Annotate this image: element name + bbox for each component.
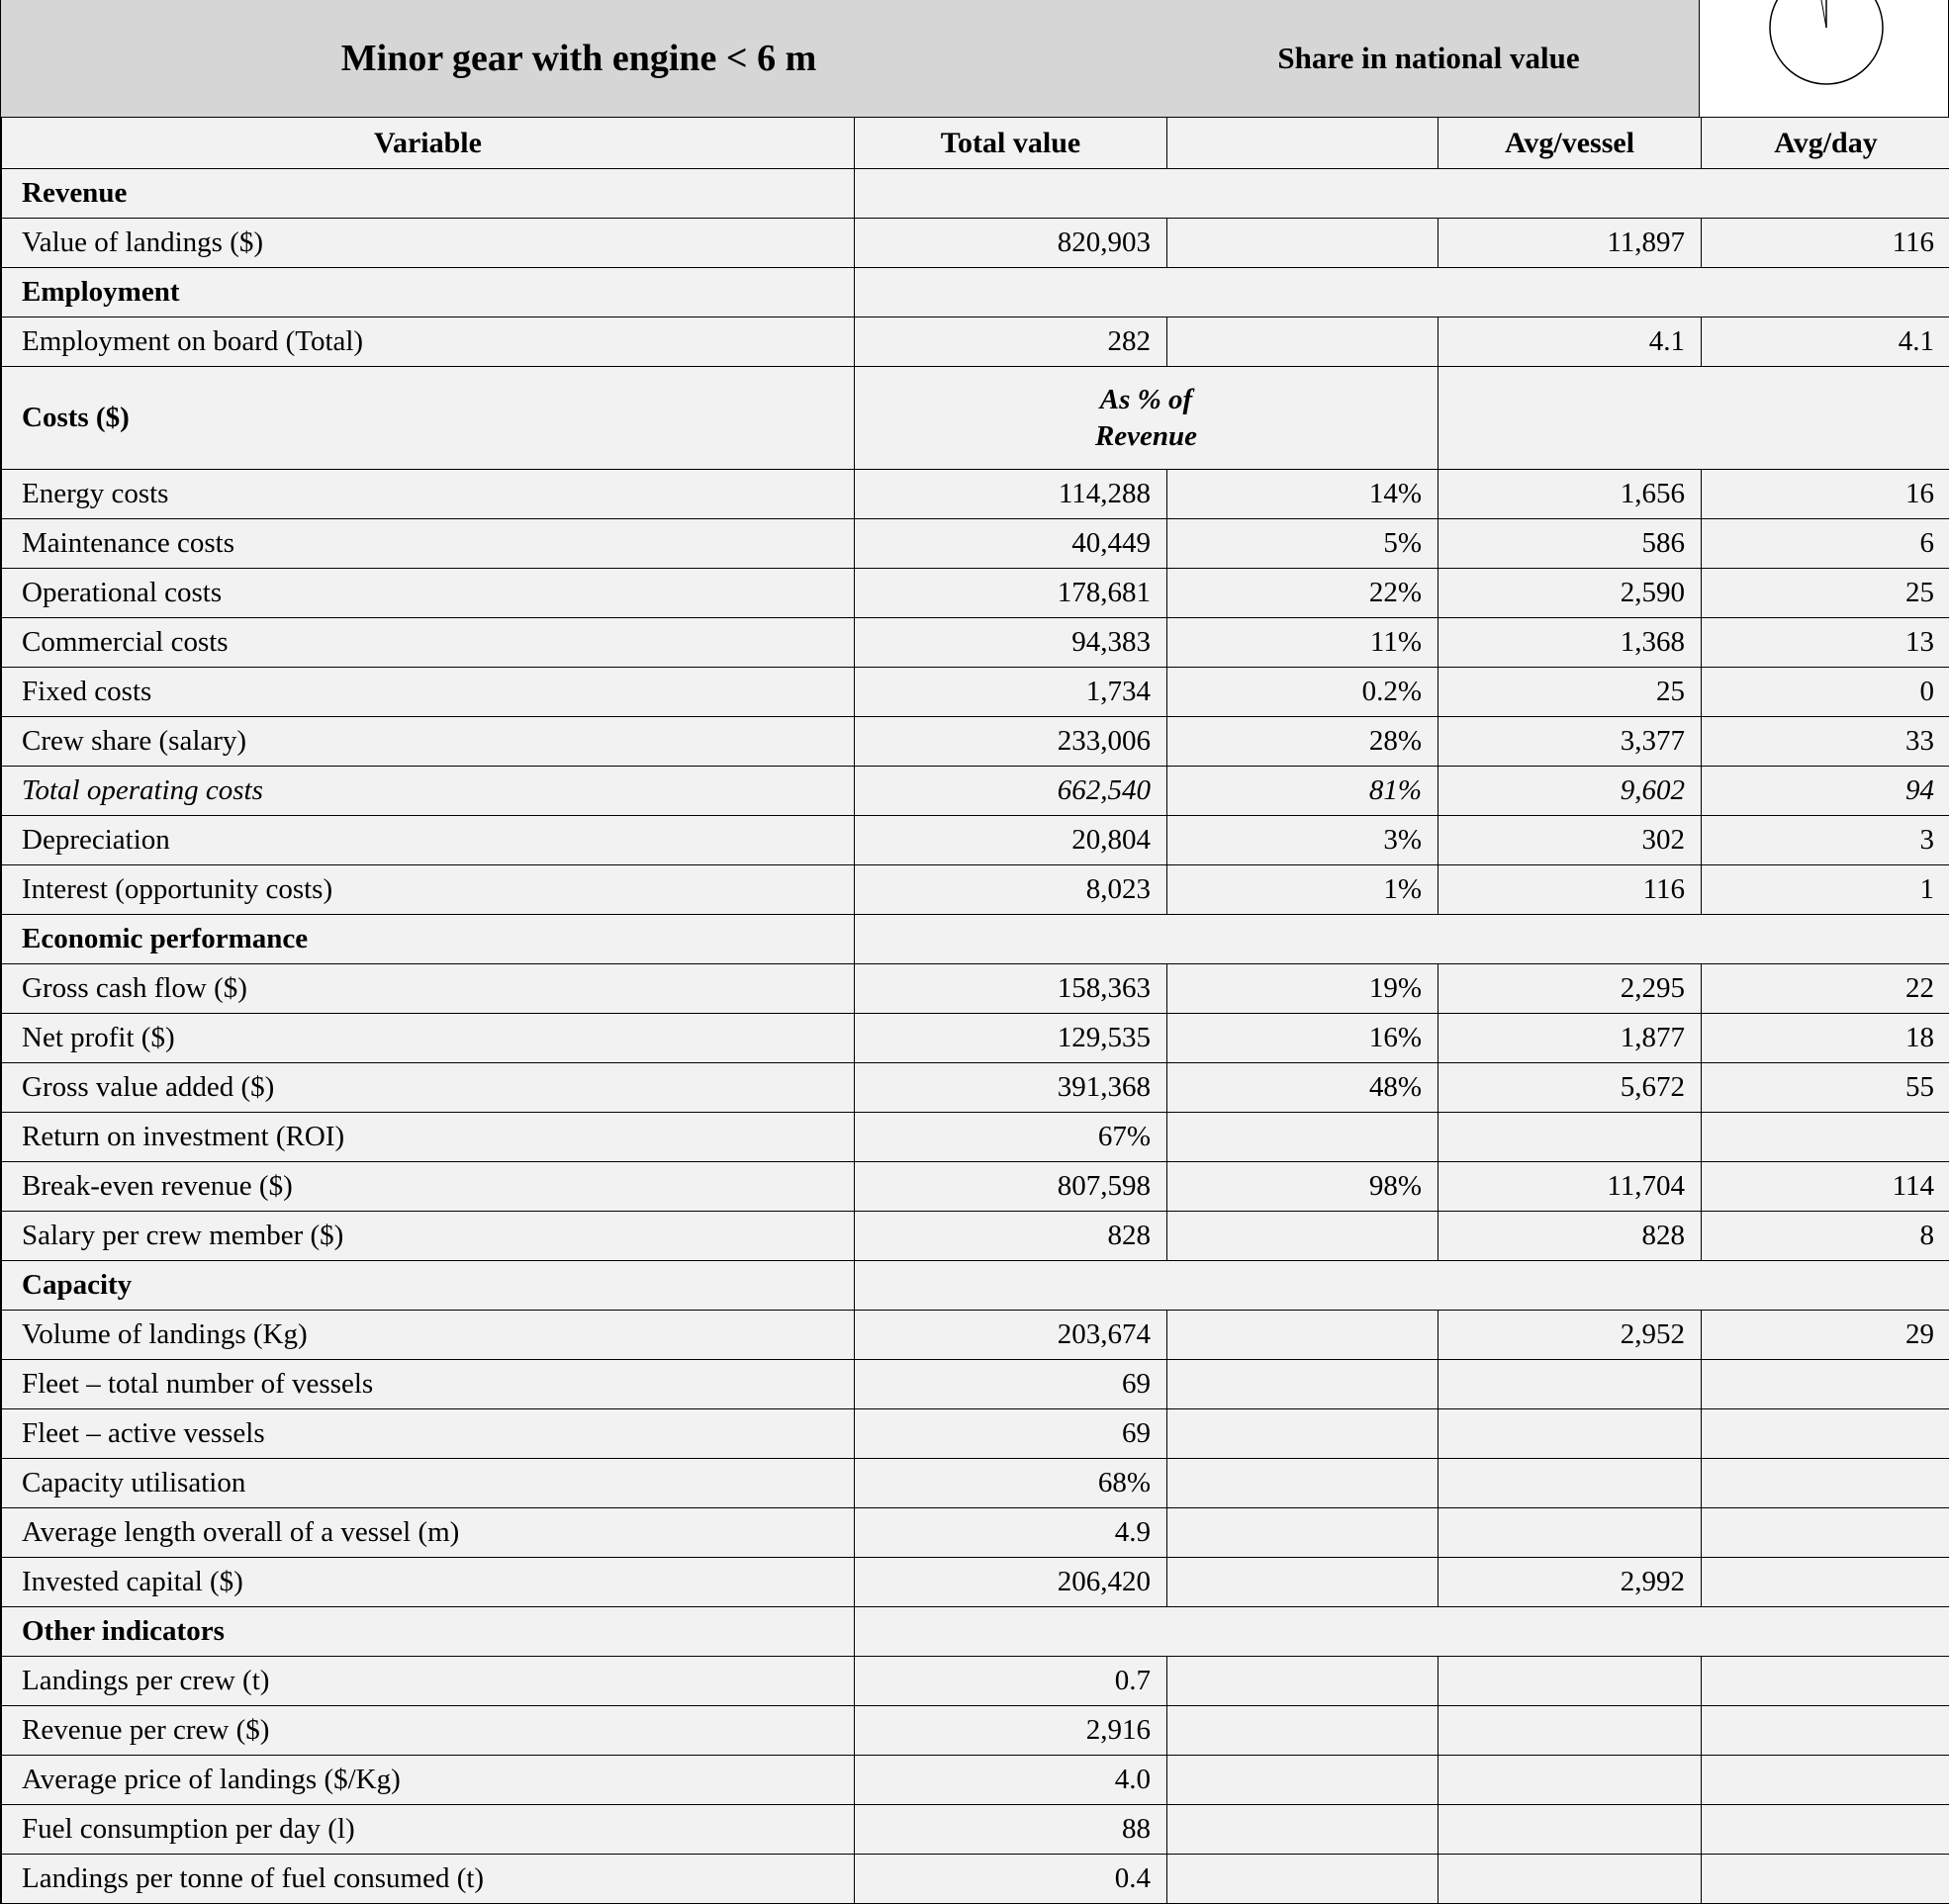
- pct-revenue-cell: [1167, 1113, 1439, 1162]
- pct-revenue-cell: [1167, 1212, 1439, 1261]
- section-empty-cell: [855, 169, 1949, 219]
- total-value-cell: 67%: [855, 1113, 1167, 1162]
- avg-day-cell: 13: [1702, 618, 1949, 668]
- row-label: Average price of landings ($/Kg): [2, 1756, 855, 1805]
- avg-day-cell: 114: [1702, 1162, 1949, 1212]
- table-row: [2, 1706, 1949, 1756]
- table-row: [2, 219, 1949, 268]
- row-label: Average length overall of a vessel (m): [2, 1508, 855, 1558]
- table-row: [2, 1508, 1949, 1558]
- row-label: Depreciation: [2, 816, 855, 865]
- row-label: Net profit ($): [2, 1014, 855, 1063]
- avg-day-cell: 18: [1702, 1014, 1949, 1063]
- col-header-avg-day: Avg/day: [1702, 118, 1949, 169]
- section-label: Costs ($): [2, 367, 855, 470]
- row-label: Salary per crew member ($): [2, 1212, 855, 1261]
- avg-vessel-cell: [1439, 1756, 1702, 1805]
- pct-revenue-cell: 5%: [1167, 519, 1439, 569]
- pct-revenue-cell: 14%: [1167, 470, 1439, 519]
- section-label: Employment: [2, 268, 855, 317]
- total-value-cell: 282: [855, 317, 1167, 367]
- table-row: [2, 767, 1949, 816]
- avg-day-cell: 0: [1702, 668, 1949, 717]
- row-label: Landings per tonne of fuel consumed (t): [2, 1855, 855, 1904]
- pct-revenue-cell: [1167, 1657, 1439, 1706]
- pct-revenue-cell: [1167, 1756, 1439, 1805]
- table-row: [2, 1855, 1949, 1904]
- total-value-cell: 4.9: [855, 1508, 1167, 1558]
- avg-vessel-cell: 2,295: [1439, 964, 1702, 1014]
- avg-vessel-cell: 11,897: [1439, 219, 1702, 268]
- avg-vessel-cell: 828: [1439, 1212, 1702, 1261]
- row-label: Energy costs: [2, 470, 855, 519]
- avg-vessel-cell: [1439, 1508, 1702, 1558]
- avg-day-cell: 29: [1702, 1311, 1949, 1360]
- avg-vessel-cell: 2,590: [1439, 569, 1702, 618]
- avg-day-cell: 1: [1702, 865, 1949, 915]
- avg-day-cell: 22: [1702, 964, 1949, 1014]
- total-value-cell: 807,598: [855, 1162, 1167, 1212]
- avg-day-cell: 6: [1702, 519, 1949, 569]
- avg-day-cell: [1702, 1508, 1949, 1558]
- avg-vessel-cell: 2,992: [1439, 1558, 1702, 1607]
- table-row: [2, 1162, 1949, 1212]
- pct-revenue-cell: [1167, 1409, 1439, 1459]
- col-header-pct: [1167, 118, 1439, 169]
- total-value-cell: 2,916: [855, 1706, 1167, 1756]
- section-label: Economic performance: [2, 915, 855, 964]
- section-row: [2, 367, 1949, 470]
- avg-vessel-cell: 1,877: [1439, 1014, 1702, 1063]
- share-in-national-value-label: Share in national value: [1157, 0, 1701, 117]
- pct-revenue-cell: 16%: [1167, 1014, 1439, 1063]
- table-row: [2, 1113, 1949, 1162]
- total-value-cell: 820,903: [855, 219, 1167, 268]
- pct-revenue-cell: [1167, 1805, 1439, 1855]
- total-value-cell: 391,368: [855, 1063, 1167, 1113]
- avg-vessel-cell: 3,377: [1439, 717, 1702, 767]
- row-label: Fleet – total number of vessels: [2, 1360, 855, 1409]
- pct-of-revenue-note: As % of Revenue: [855, 367, 1439, 470]
- total-value-cell: 114,288: [855, 470, 1167, 519]
- row-label: Value of landings ($): [2, 219, 855, 268]
- section-row: [2, 169, 1949, 219]
- table-row: [2, 470, 1949, 519]
- table-row: [2, 1558, 1949, 1607]
- row-label: Maintenance costs: [2, 519, 855, 569]
- table-row: [2, 618, 1949, 668]
- pct-revenue-cell: 19%: [1167, 964, 1439, 1014]
- table-row: [2, 1360, 1949, 1409]
- table-row: [2, 569, 1949, 618]
- avg-day-cell: 25: [1702, 569, 1949, 618]
- total-value-cell: 94,383: [855, 618, 1167, 668]
- row-label: Fleet – active vessels: [2, 1409, 855, 1459]
- total-value-cell: 40,449: [855, 519, 1167, 569]
- avg-vessel-cell: 116: [1439, 865, 1702, 915]
- table-row: [2, 1014, 1949, 1063]
- row-label: Landings per crew (t): [2, 1657, 855, 1706]
- avg-vessel-cell: [1439, 1360, 1702, 1409]
- avg-day-cell: 4.1: [1702, 317, 1949, 367]
- avg-day-cell: [1702, 1855, 1949, 1904]
- table-row: [2, 964, 1949, 1014]
- row-label: Capacity utilisation: [2, 1459, 855, 1508]
- table-row: [2, 317, 1949, 367]
- row-label: Gross value added ($): [2, 1063, 855, 1113]
- pct-revenue-cell: [1167, 1558, 1439, 1607]
- avg-day-cell: [1702, 1805, 1949, 1855]
- table-row: [2, 519, 1949, 569]
- total-value-cell: 233,006: [855, 717, 1167, 767]
- pct-revenue-cell: 11%: [1167, 618, 1439, 668]
- section-label: Other indicators: [2, 1607, 855, 1657]
- avg-day-cell: [1702, 1558, 1949, 1607]
- table-row: [2, 1756, 1949, 1805]
- section-empty-cell: [1439, 367, 1949, 470]
- row-label: Commercial costs: [2, 618, 855, 668]
- row-label: Fixed costs: [2, 668, 855, 717]
- avg-vessel-cell: 5,672: [1439, 1063, 1702, 1113]
- section-row: [2, 1261, 1949, 1311]
- avg-day-cell: [1702, 1706, 1949, 1756]
- row-label: Volume of landings (Kg): [2, 1311, 855, 1360]
- pct-revenue-cell: [1167, 1311, 1439, 1360]
- total-value-cell: 0.7: [855, 1657, 1167, 1706]
- avg-vessel-cell: 302: [1439, 816, 1702, 865]
- page-title: Minor gear with engine < 6 m: [1, 0, 1157, 117]
- avg-vessel-cell: 11,704: [1439, 1162, 1702, 1212]
- avg-vessel-cell: [1439, 1805, 1702, 1855]
- avg-day-cell: 116: [1702, 219, 1949, 268]
- row-label: Break-even revenue ($): [2, 1162, 855, 1212]
- avg-day-cell: 3: [1702, 816, 1949, 865]
- table-row: [2, 668, 1949, 717]
- total-value-cell: 129,535: [855, 1014, 1167, 1063]
- avg-vessel-cell: [1439, 1855, 1702, 1904]
- column-header-row: [2, 118, 1949, 169]
- pct-revenue-cell: [1167, 219, 1439, 268]
- section-label: Revenue: [2, 169, 855, 219]
- total-value-cell: 88: [855, 1805, 1167, 1855]
- row-label: Return on investment (ROI): [2, 1113, 855, 1162]
- pct-revenue-cell: [1167, 1360, 1439, 1409]
- table-row: [2, 1212, 1949, 1261]
- pct-revenue-cell: 48%: [1167, 1063, 1439, 1113]
- pct-revenue-cell: 28%: [1167, 717, 1439, 767]
- avg-vessel-cell: 9,602: [1439, 767, 1702, 816]
- total-value-cell: 662,540: [855, 767, 1167, 816]
- pct-revenue-cell: [1167, 1459, 1439, 1508]
- avg-day-cell: 8: [1702, 1212, 1949, 1261]
- total-value-cell: 203,674: [855, 1311, 1167, 1360]
- total-value-cell: 20,804: [855, 816, 1167, 865]
- avg-day-cell: 16: [1702, 470, 1949, 519]
- avg-day-cell: [1702, 1360, 1949, 1409]
- avg-day-cell: [1702, 1409, 1949, 1459]
- row-label: Crew share (salary): [2, 717, 855, 767]
- row-label: Operational costs: [2, 569, 855, 618]
- total-value-cell: 68%: [855, 1459, 1167, 1508]
- total-value-cell: 1,734: [855, 668, 1167, 717]
- total-value-cell: 178,681: [855, 569, 1167, 618]
- avg-vessel-cell: [1439, 1459, 1702, 1508]
- avg-day-cell: 94: [1702, 767, 1949, 816]
- avg-vessel-cell: 586: [1439, 519, 1702, 569]
- avg-day-cell: 55: [1702, 1063, 1949, 1113]
- pct-revenue-cell: 1%: [1167, 865, 1439, 915]
- avg-vessel-cell: 4.1: [1439, 317, 1702, 367]
- total-value-cell: 4.0: [855, 1756, 1167, 1805]
- section-row: [2, 915, 1949, 964]
- pct-revenue-cell: 81%: [1167, 767, 1439, 816]
- pct-revenue-cell: [1167, 1508, 1439, 1558]
- avg-day-cell: [1702, 1657, 1949, 1706]
- section-empty-cell: [855, 1607, 1949, 1657]
- section-empty-cell: [855, 1261, 1949, 1311]
- total-value-cell: 828: [855, 1212, 1167, 1261]
- avg-vessel-cell: 2,952: [1439, 1311, 1702, 1360]
- statistics-table: [1, 117, 1949, 1904]
- total-value-cell: 206,420: [855, 1558, 1167, 1607]
- row-label: Fuel consumption per day (l): [2, 1805, 855, 1855]
- avg-vessel-cell: [1439, 1409, 1702, 1459]
- pct-revenue-cell: 0.2%: [1167, 668, 1439, 717]
- pct-revenue-cell: [1167, 317, 1439, 367]
- pct-revenue-cell: [1167, 1855, 1439, 1904]
- avg-vessel-cell: [1439, 1706, 1702, 1756]
- section-row: [2, 268, 1949, 317]
- section-row: [2, 1607, 1949, 1657]
- table-row: [2, 1063, 1949, 1113]
- avg-vessel-cell: 1,368: [1439, 618, 1702, 668]
- total-value-cell: 8,023: [855, 865, 1167, 915]
- stats-table-body: [2, 169, 1949, 1904]
- table-row: [2, 816, 1949, 865]
- avg-vessel-cell: 25: [1439, 668, 1702, 717]
- row-label: Interest (opportunity costs): [2, 865, 855, 915]
- avg-vessel-cell: 1,656: [1439, 470, 1702, 519]
- share-pie-cell: [1699, 0, 1948, 117]
- table-row: [2, 1805, 1949, 1855]
- row-label: Invested capital ($): [2, 1558, 855, 1607]
- pct-revenue-cell: 22%: [1167, 569, 1439, 618]
- table-row: [2, 1459, 1949, 1508]
- table-row: [2, 717, 1949, 767]
- table-row: [2, 865, 1949, 915]
- table-row: [2, 1657, 1949, 1706]
- share-pie-chart-icon: [1700, 0, 1948, 117]
- pct-revenue-cell: 3%: [1167, 816, 1439, 865]
- section-empty-cell: [855, 268, 1949, 317]
- total-value-cell: 0.4: [855, 1855, 1167, 1904]
- row-label: Revenue per crew ($): [2, 1706, 855, 1756]
- pct-revenue-cell: [1167, 1706, 1439, 1756]
- avg-day-cell: [1702, 1459, 1949, 1508]
- avg-day-cell: 33: [1702, 717, 1949, 767]
- section-empty-cell: [855, 915, 1949, 964]
- col-header-variable: Variable: [2, 118, 855, 169]
- avg-vessel-cell: [1439, 1657, 1702, 1706]
- avg-vessel-cell: [1439, 1113, 1702, 1162]
- total-value-cell: 69: [855, 1409, 1167, 1459]
- col-header-total-value: Total value: [855, 118, 1167, 169]
- header-banner: [1, 0, 1948, 117]
- avg-day-cell: [1702, 1113, 1949, 1162]
- row-label: Employment on board (Total): [2, 317, 855, 367]
- col-header-avg-vessel: Avg/vessel: [1439, 118, 1702, 169]
- pct-revenue-cell: 98%: [1167, 1162, 1439, 1212]
- table-row: [2, 1311, 1949, 1360]
- row-label: Total operating costs: [2, 767, 855, 816]
- total-value-cell: 158,363: [855, 964, 1167, 1014]
- total-value-cell: 69: [855, 1360, 1167, 1409]
- row-label: Gross cash flow ($): [2, 964, 855, 1014]
- avg-day-cell: [1702, 1756, 1949, 1805]
- table-row: [2, 1409, 1949, 1459]
- section-label: Capacity: [2, 1261, 855, 1311]
